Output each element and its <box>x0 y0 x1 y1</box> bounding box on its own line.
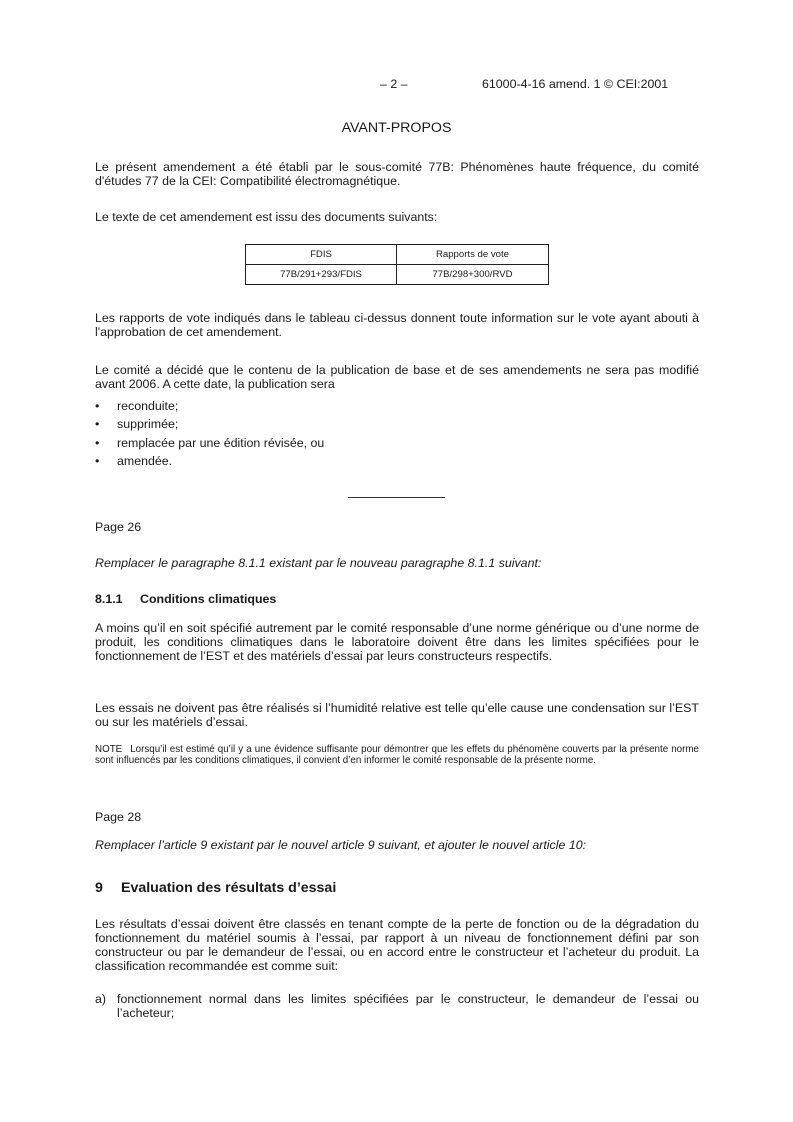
list-item <box>95 454 324 472</box>
intro-paragraph: Le présent amendement a été établi par le sous-comité 77B: Phénomènes haute fréquence, du comité d'études 77 de la CEI: Compatibilité électromagnétique. <box>95 160 699 188</box>
table-cell-rvd: 77B/298+300/RVD <box>397 265 549 285</box>
vote-paragraph: Les rapports de vote indiqués dans le tableau ci-dessus donnent toute information sur le vote ayant abouti à l'approbation de cet amendement. <box>95 311 699 339</box>
note-block <box>95 744 699 766</box>
page-28-instruction: Remplacer l’article 9 existant par le nouvel article 9 suivant, et ajouter le nouvel article 10: <box>95 838 587 852</box>
section-number: 9 <box>95 880 103 896</box>
section-heading-9 <box>95 880 336 896</box>
table-cell-fdis: 77B/291+293/FDIS <box>246 265 397 285</box>
section-heading-8-1-1 <box>95 592 276 606</box>
table-header-fdis: FDIS <box>246 245 397 265</box>
evaluation-paragraph: Les résultats d’essai doivent être classés en tenant compte de la perte de fonction ou de la dégradation du fonctionnement du matériel soumis à l’essai, par rapport à un niveau de fonctionnement défini par son constructeur ou par le demandeur de l’essai, ou en accord entre le constructeur et l’acheteur du produit. La classification recommandée est comme suit: <box>95 917 699 973</box>
page-26-instruction: Remplacer le paragraphe 8.1.1 existant par le nouveau paragraphe 8.1.1 suivant: <box>95 556 542 570</box>
table-header-rapports: Rapports de vote <box>397 245 549 265</box>
table-header-row <box>246 245 549 265</box>
documents-table <box>245 244 549 285</box>
list-item-text: amendée. <box>117 453 173 468</box>
note-label: NOTE <box>95 744 123 755</box>
classification-item-a <box>95 992 699 1020</box>
table-row <box>246 265 549 285</box>
page-28-label: Page 28 <box>95 810 142 824</box>
list-item <box>95 417 324 435</box>
list-item <box>95 436 324 454</box>
bullet-icon: • <box>95 453 100 468</box>
bullet-icon: • <box>95 399 100 413</box>
document-reference: 61000-4-16 amend. 1 © CEI:2001 <box>482 77 669 91</box>
list-item-text: remplacée par une édition révisée, ou <box>117 435 325 450</box>
publication-options-list <box>95 399 324 472</box>
section-title: Evaluation des résultats d’essai <box>121 880 337 896</box>
section-title: Conditions climatiques <box>140 592 277 606</box>
item-marker: a) <box>95 992 107 1006</box>
page-26-label: Page 26 <box>95 520 142 534</box>
list-item <box>95 399 324 417</box>
page-number: – 2 – <box>380 77 408 91</box>
item-text: fonctionnement normal dans les limites spécifiées par le constructeur, le demandeur de l’essai ou l’acheteur; <box>117 992 699 1020</box>
bullet-icon: • <box>95 417 100 432</box>
humidity-paragraph: Les essais ne doivent pas être réalisés si l’humidité relative est telle qu’elle cause une condensation sur l’EST ou sur les matériels d’essai. <box>95 701 699 729</box>
decision-paragraph: Le comité a décidé que le contenu de la publication de base et de ses amendements ne sera pas modifié avant 2006. A cette date, la publication sera <box>95 363 699 391</box>
page-title: AVANT-PROPOS <box>341 120 452 136</box>
separator-rule <box>348 497 445 498</box>
bullet-icon: • <box>95 435 100 450</box>
section-number: 8.1.1 <box>95 592 123 606</box>
documents-intro: Le texte de cet amendement est issu des documents suivants: <box>95 210 438 224</box>
list-item-text: reconduite; <box>117 399 179 413</box>
list-item-text: supprimée; <box>117 417 179 432</box>
climatic-conditions-paragraph: A moins qu’il en soit spécifié autrement par le comité responsable d’une norme générique ou d’une norme de produit, les conditions climatiques dans le laboratoire doivent être dans les limites spécifiées pour le fonctionnement de l’EST et des matériels d’essai par leurs constructeurs respectifs. <box>95 621 699 663</box>
note-text: Lorsqu’il est estimé qu’il y a une évidence suffisante pour démontrer que les effets du phénomène couverts par la présente norme sont influencés par les conditions climatiques, il convient d’en informer le comité responsable de la présente norme. <box>95 744 699 766</box>
